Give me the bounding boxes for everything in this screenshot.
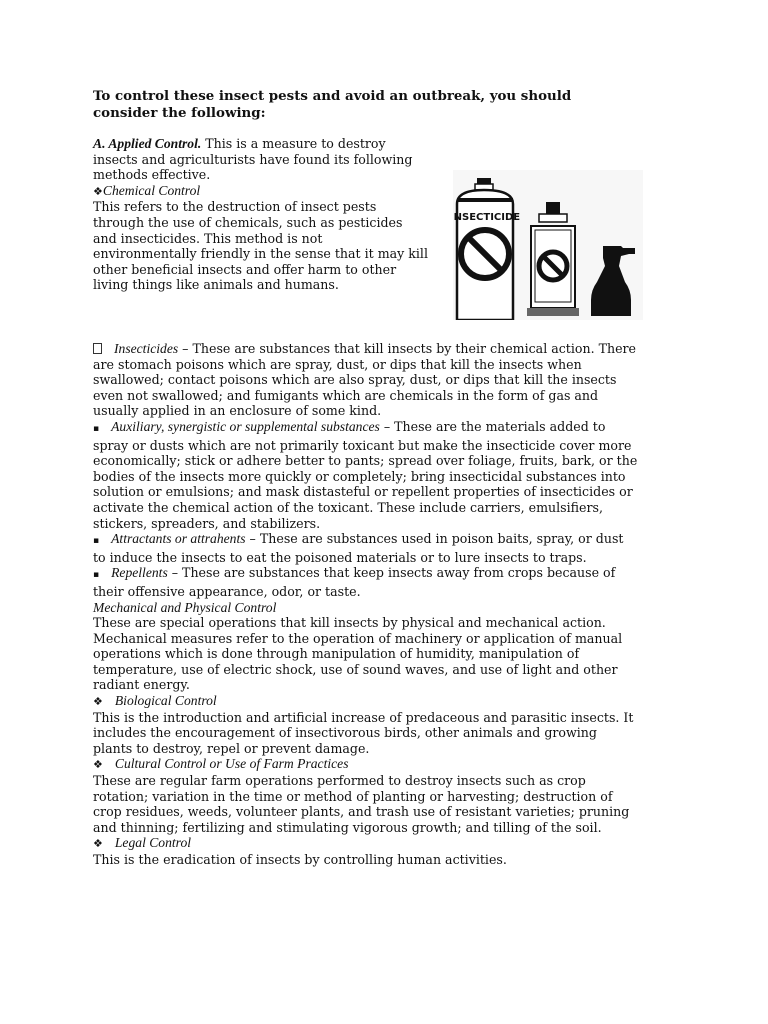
insecticide-figure: [453, 170, 643, 320]
section-heading: [93, 600, 638, 616]
item-text: – These are the materials added to spray or dusts which are not primarily toxicant but make the insecticide cover more economically; stick or adhere better to pants; spread over foliage, fruits, bark, or the bodies of the insects more quickly or completely; bring insecticidal substances into solution or emulsions; and mask distasteful or repellent properties of insecticides or activate the chemical action of the toxicant. These include carriers, emulsifiers, stickers, spreaders, and stabilizers.: [93, 418, 638, 531]
missing-glyph-icon: [93, 343, 102, 354]
item-text: – These are substances that keep insects away from crops because of their offensive appearance, odor, or taste.: [93, 565, 616, 599]
section-text: This is the eradication of insects by controlling human activities.: [93, 852, 507, 867]
list-item: [93, 565, 638, 599]
applied-control-text: This is a measure to destroy insects and agriculturists have found its following methods effective.: [93, 136, 413, 183]
list-item: [93, 419, 638, 531]
chemical-control-heading: [93, 183, 429, 200]
section-heading: [93, 756, 638, 773]
section-heading: [93, 693, 638, 710]
item-text: – These are substances used in poison baits, spray, or dust to induce the insects to eat the poisoned materials or to lure insects to traps.: [93, 531, 624, 565]
list-item: [93, 341, 638, 419]
document-page: [93, 88, 638, 868]
diamond-bullet-icon: ❖: [93, 184, 103, 198]
item-text: – These are substances that kill insects by their chemical action. There are stomach poisons which are spray, dust, or dips that kill the insects when swallowed; contact poisons which are also spray, dust, or dips that kill the insects even not swallowed; and fumigants which are chemicals in the form of gas and usually applied in an enclosure of some kind.: [93, 341, 637, 419]
chemical-control-text: This refers to the destruction of insect pests through the use of chemicals, such as pesticides and insecticides. This method is not environmentally friendly in the sense that it may kill other beneficial insects and offer harm to other living things like animals and humans.: [93, 199, 428, 293]
applied-control-title: A. Applied Control.: [93, 136, 202, 151]
item-title: Insecticides: [114, 341, 179, 356]
diamond-bullet-icon: ❖: [93, 837, 103, 851]
item-title: Repellents: [111, 565, 168, 581]
section-title: Biological Control: [114, 693, 217, 709]
list-item: [93, 531, 638, 565]
intro-text: [93, 136, 429, 293]
section-heading: [93, 835, 638, 852]
insecticide-can-icon: [453, 178, 520, 320]
section-text: This is the introduction and artificial increase of predaceous and parasitic insects. It includes the encouragement of insectivorous birds, other animals and growing plants to destroy, repel or prevent damage.: [93, 709, 634, 756]
section-text: These are special operations that kill insects by physical and mechanical action. Mechanical measures refer to the operation of machinery or application of manual operations which is done through manipulation of humidity, manipulation of temperature, use of electric shock, use of sound waves, and use of light and other radiant energy.: [93, 615, 623, 693]
items-list: [93, 326, 638, 868]
diamond-bullet-icon: ❖: [93, 695, 103, 709]
square-bullet-icon: ▪: [93, 570, 100, 581]
item-title: Attractants or attrahents: [111, 531, 246, 547]
intro-section: [93, 136, 638, 326]
chemical-control-title: Chemical Control: [102, 182, 201, 198]
page-heading: To control these insect pests and avoid an outbreak, you should consider the following:: [93, 88, 572, 121]
diamond-bullet-icon: ❖: [93, 758, 103, 772]
section-title: Mechanical and Physical Control: [93, 599, 277, 615]
square-bullet-icon: ▪: [93, 423, 100, 434]
section-title: Cultural Control or Use of Farm Practices: [114, 756, 349, 772]
section-title: Legal Control: [114, 835, 192, 851]
applied-control-paragraph: [93, 136, 429, 183]
insecticide-illustration: [453, 170, 643, 320]
square-bullet-icon: ▪: [93, 536, 100, 547]
can-label: INSECTICIDE: [453, 212, 521, 223]
section-text: These are regular farm operations performed to destroy insects such as crop rotation; variation in the time or method of planting or harvesting; destruction of crop residues, weeds, volunteer plants, and trash use of resistant varieties; pruning and thinning; fertilizing and stimulating vigorous growth; and tilling of the soil.: [93, 773, 630, 835]
item-title: Auxiliary, synergistic or supplemental substances: [111, 418, 380, 434]
